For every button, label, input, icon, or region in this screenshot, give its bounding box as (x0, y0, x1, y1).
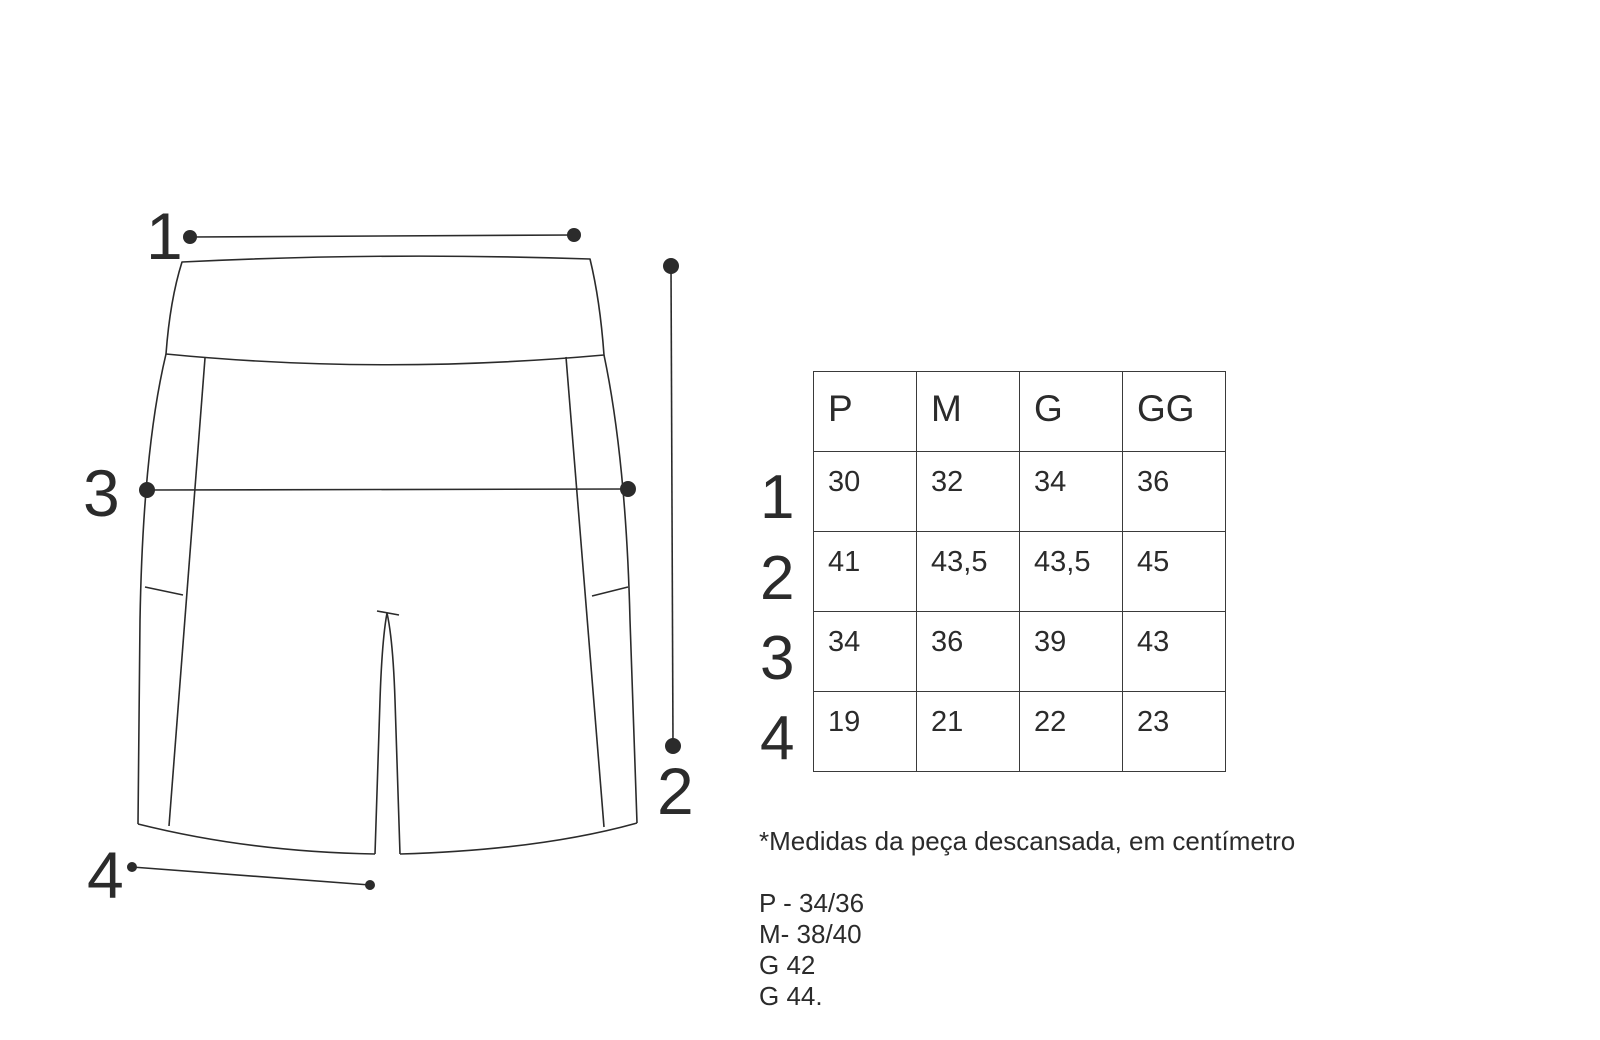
table-row (814, 532, 1226, 612)
table-cell: 23 (1123, 692, 1226, 772)
length-measure-end-dot (665, 738, 681, 754)
table-cell: 43 (1123, 612, 1226, 692)
size-table (813, 371, 1226, 772)
size-equivalents (759, 888, 864, 1012)
size-equivalent-item: M- 38/40 (759, 919, 862, 949)
row-label-4: 4 (760, 704, 795, 773)
table-cell: 41 (814, 532, 917, 612)
table-cell: 43,5 (1020, 532, 1123, 612)
table-cell: 34 (1020, 452, 1123, 532)
table-cell: 45 (1123, 532, 1226, 612)
length-measure-start-dot (663, 258, 679, 274)
hip-measure-end-dot (620, 481, 636, 497)
callout-length: 2 (657, 754, 694, 828)
table-row (814, 452, 1226, 532)
hem-measure-end-dot (365, 880, 375, 890)
table-row (814, 612, 1226, 692)
row-label-2: 2 (760, 544, 795, 613)
table-cell: 30 (814, 452, 917, 532)
waist-measure-start-dot (183, 230, 197, 244)
right-pocket-line (592, 587, 628, 596)
size-header-p: P (814, 372, 917, 452)
size-header-m: M (917, 372, 1020, 452)
measure-lines (127, 228, 681, 890)
table-cell: 22 (1020, 692, 1123, 772)
table-cell: 21 (917, 692, 1020, 772)
size-equivalent-item: P - 34/36 (759, 888, 865, 918)
left-leg-hem (138, 824, 375, 854)
table-cell: 34 (814, 612, 917, 692)
size-header-g: G (1020, 372, 1123, 452)
row-label-3: 3 (760, 624, 795, 693)
right-panel-seam (566, 357, 604, 827)
hip-measure-start-dot (139, 482, 155, 498)
size-equivalent-item: G 44. (759, 981, 823, 1011)
callout-hip: 3 (83, 456, 120, 530)
left-panel-seam (169, 358, 205, 826)
table-cell: 43,5 (917, 532, 1020, 612)
callout-waist: 1 (146, 199, 183, 273)
callout-hem: 4 (87, 838, 124, 912)
waist-measure-line (190, 235, 574, 237)
waistband (166, 256, 604, 365)
table-cell: 32 (917, 452, 1020, 532)
hem-measure-line (132, 867, 370, 885)
table-cell: 36 (917, 612, 1020, 692)
table-row (814, 692, 1226, 772)
table-cell: 39 (1020, 612, 1123, 692)
shorts-outline-icon (138, 256, 637, 854)
waist-measure-end-dot (567, 228, 581, 242)
hem-measure-start-dot (127, 862, 137, 872)
size-table-header-row (814, 372, 1226, 452)
length-measure-line (671, 266, 673, 746)
table-cell: 19 (814, 692, 917, 772)
row-label-1: 1 (760, 463, 795, 532)
size-header-gg: GG (1123, 372, 1226, 452)
hip-measure-line (147, 489, 628, 490)
table-cell: 36 (1123, 452, 1226, 532)
right-leg-hem (400, 823, 637, 854)
inseam (375, 613, 400, 854)
measurement-note: *Medidas da peça descansada, em centímetro (759, 826, 1296, 856)
size-equivalent-item: G 42 (759, 950, 816, 980)
left-pocket-line (145, 587, 183, 595)
